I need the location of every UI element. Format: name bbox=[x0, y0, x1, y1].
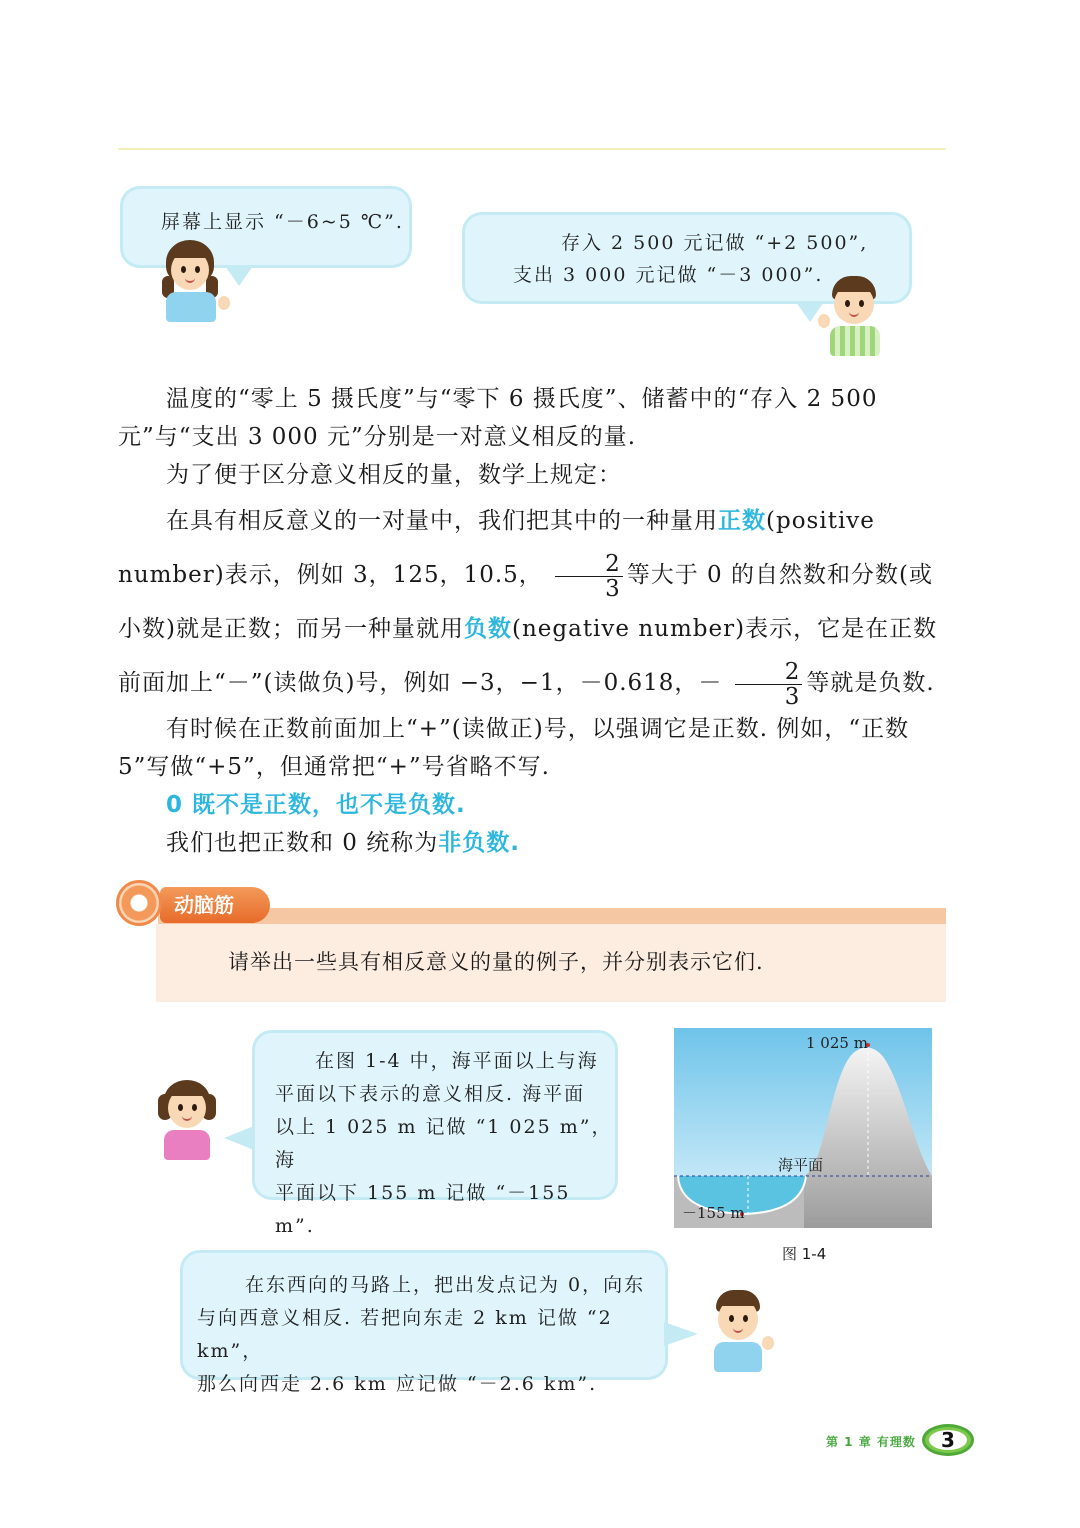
figure-mountain-sea-level bbox=[674, 1028, 932, 1228]
bubble-text-line: 那么向西走 2.6 km 应记做 “－2.6 km”. bbox=[197, 1373, 598, 1395]
paragraph-definition bbox=[118, 494, 946, 710]
paragraph-opposite-quantities: 温度的“零上 5 摄氏度”与“零下 6 摄氏度”、储蓄中的“存入 2 500 元”与“支出 3 000 元”分别是一对意义相反的量. bbox=[118, 386, 878, 450]
definition-text: 等就是负数. bbox=[806, 670, 935, 696]
fraction: $\frac{2}{3}$ bbox=[555, 552, 623, 601]
mountain-diagram bbox=[674, 1028, 932, 1228]
term-positive-number: 正数 bbox=[718, 508, 766, 534]
top-rule bbox=[118, 148, 946, 150]
paragraph-non-negative bbox=[118, 824, 946, 862]
boy-illustration bbox=[818, 272, 898, 358]
sea-level-label: 海平面 bbox=[778, 1156, 824, 1174]
bubble-text-line: 支出 3 000 元记做 “－3 000”. bbox=[513, 264, 824, 286]
definition-text: 在具有相反意义的一对量中，我们把其中的一种量用 bbox=[166, 508, 718, 534]
peak-label: 1 025 m bbox=[806, 1034, 868, 1052]
bubble-text-line: 在图 1-4 中，海平面以上与海 bbox=[315, 1050, 599, 1072]
definition-text: 等大于 0 的自然数和分数(或小数)就是正数；而另一种量就用 bbox=[118, 562, 933, 642]
statement-zero: 0 既不是正数，也不是负数. bbox=[166, 792, 466, 818]
definition-text: (negative number)表示，它是在正数前面加上“－”(读做负)号，例如 −3，−1，－0.618，－ bbox=[118, 616, 938, 696]
think-section-tag: 动脑筋 bbox=[160, 887, 270, 923]
boy-illustration bbox=[706, 1288, 782, 1374]
chapter-label: 第 1 章 有理数 bbox=[826, 1435, 916, 1449]
non-negative-text: 我们也把正数和 0 统称为 bbox=[166, 830, 439, 856]
bubble-tail bbox=[224, 1126, 254, 1150]
bubble-tail bbox=[664, 1322, 698, 1346]
fraction: $\frac{2}{3}$ bbox=[735, 660, 803, 709]
bubble-text-line: 存入 2 500 元记做 “+2 500”, bbox=[561, 232, 869, 254]
speech-bubble-road bbox=[180, 1250, 668, 1395]
bubble-text-line: 平面以下表示的意义相反. 海平面 bbox=[275, 1083, 586, 1105]
bubble-text-line: 在东西向的马路上，把出发点记为 0，向东 bbox=[245, 1274, 646, 1296]
gear-icon bbox=[116, 880, 162, 926]
paragraph-rule-intro: 为了便于区分意义相反的量，数学上规定： bbox=[166, 462, 622, 488]
bubble-text: 屏幕上显示 “－6~5 ℃”. bbox=[161, 211, 404, 233]
term-non-negative: 非负数. bbox=[438, 830, 521, 856]
girl-illustration bbox=[160, 238, 240, 324]
paragraph-plus-sign: 有时候在正数前面加上“+”(读做正)号，以强调它是正数. 例如，“正数 5”写做“+5”，但通常把“+”号省略不写. bbox=[118, 716, 910, 780]
speech-bubble-sea-level bbox=[252, 1030, 618, 1237]
term-negative-number: 负数 bbox=[463, 616, 512, 642]
bubble-text-line: 平面以下 155 m 记做 “－155 m”. bbox=[275, 1182, 571, 1237]
girl-illustration bbox=[154, 1078, 224, 1162]
bubble-text-line: 与向西意义相反. 若把向东走 2 km 记做 “2 km”， bbox=[197, 1307, 613, 1362]
figure-caption: 图 1-4 bbox=[782, 1245, 827, 1263]
definition-text: (positive number)表示，例如 3，125，10.5， bbox=[118, 508, 875, 588]
think-section-bar bbox=[158, 908, 946, 924]
bubble-text-line: 以上 1 025 m 记做 “1 025 m”，海 bbox=[275, 1116, 613, 1171]
page-number: 3 bbox=[922, 1424, 974, 1456]
depth-label: －155 m bbox=[682, 1204, 745, 1222]
think-section-text: 请举出一些具有相反意义的量的例子，并分别表示它们. bbox=[228, 950, 764, 974]
